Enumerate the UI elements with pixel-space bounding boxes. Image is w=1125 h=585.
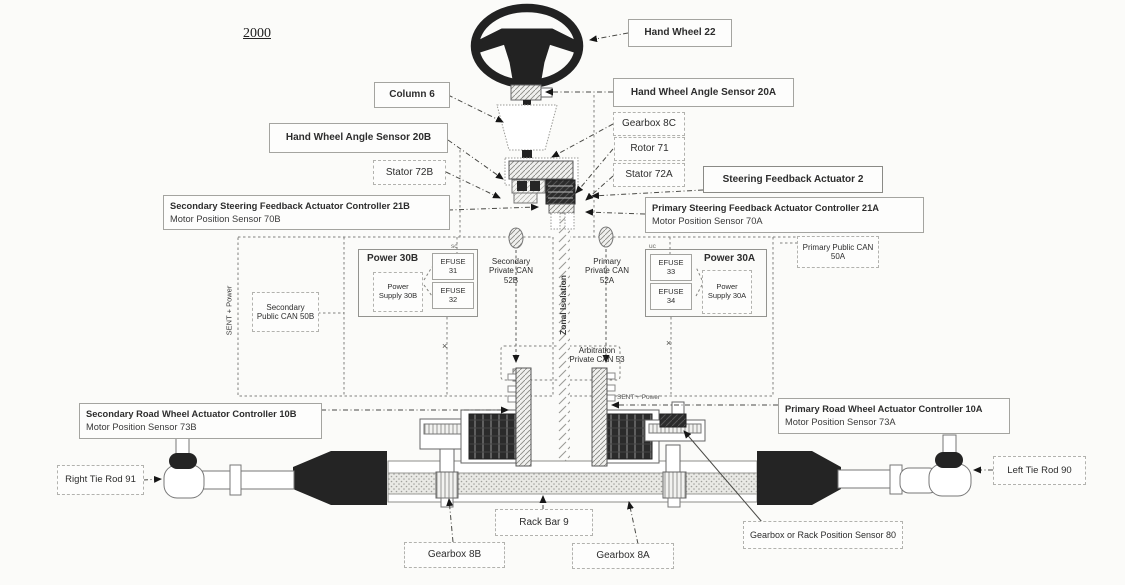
label-primary-public-can-50a: Primary Public CAN 50A — [797, 236, 879, 268]
figure-number: 2000 — [243, 26, 271, 41]
steering-wheel — [475, 8, 579, 87]
label-gearbox-8b: Gearbox 8B — [404, 542, 505, 568]
hand-wheel-angle-sensor-block — [511, 85, 552, 105]
boot-left — [757, 451, 841, 505]
steering-column — [497, 105, 557, 161]
controller-rwac-10a — [778, 398, 1010, 434]
label-hand-wheel-22: Hand Wheel 22 — [628, 19, 732, 47]
label-zonal-isolation: Zonal Isolation — [558, 275, 568, 335]
efuse-34: EFUSE 34 — [650, 283, 692, 310]
label-primary-private-can-52a: Primary Private CAN 52A — [584, 256, 629, 285]
label-gearbox-or-rack-position-sensor-80: Gearbox or Rack Position Sensor 80 — [743, 521, 903, 549]
label-hand-wheel-angle-sensor-20a: Hand Wheel Angle Sensor 20A — [613, 78, 794, 107]
label-arbitration-private-can-53: Arbitration Private CAN 53 — [569, 345, 625, 364]
label-left-tie-rod-90: Left Tie Rod 90 — [993, 456, 1086, 485]
label-sent-power-left: SENT + Power — [224, 285, 234, 336]
label-secondary-public-can-50b: Secondary Public CAN 50B — [252, 292, 319, 332]
label-right-tie-rod-91: Right Tie Rod 91 — [57, 465, 144, 495]
label-gearbox-8c: Gearbox 8C — [613, 112, 685, 136]
label-gearbox-8a: Gearbox 8A — [572, 543, 674, 569]
cross-mark-secondary: × — [442, 341, 448, 351]
efuse-31: EFUSE 31 — [432, 253, 474, 280]
label-rotor-71: Rotor 71 — [614, 137, 685, 161]
tap-label-uc: uc — [649, 243, 656, 250]
label-hand-wheel-angle-sensor-20b: Hand Wheel Angle Sensor 20B — [269, 123, 448, 153]
controller-rwac-10b-title: Secondary Road Wheel Actuator Controller 10B — [86, 409, 297, 420]
tap-label-sc: sc — [451, 243, 458, 250]
power-group-30a-title: Power 30A — [704, 253, 756, 264]
can-connector-secondary — [509, 228, 523, 248]
label-stator-72b: Stator 72B — [373, 160, 446, 185]
label-rack-bar-9: Rack Bar 9 — [495, 509, 593, 536]
controller-sfac-21a-title: Primary Steering Feedback Actuator Controller 21A — [652, 203, 879, 214]
controller-sfac-21a — [645, 197, 924, 233]
controller-rwac-10b-subtitle: Motor Position Sensor 73B — [86, 422, 197, 432]
boot-right — [293, 451, 387, 505]
rack-position-sensor — [660, 414, 686, 427]
label-secondary-private-can-52b: Secondary Private CAN 52B — [488, 256, 533, 285]
label-stator-72a: Stator 72A — [613, 163, 685, 187]
efuse-33: EFUSE 33 — [650, 254, 692, 281]
label-steering-feedback-actuator-2: Steering Feedback Actuator 2 — [703, 166, 883, 193]
controller-sfac-21b-subtitle: Motor Position Sensor 70B — [170, 213, 281, 224]
label-column-6: Column 6 — [374, 82, 450, 108]
power-supply-30a: Power Supply 30A — [702, 270, 752, 314]
power-group-30b-title: Power 30B — [367, 253, 419, 264]
label-sent-power-right: SENT + Power — [617, 394, 661, 401]
controller-rwac-10a-subtitle: Motor Position Sensor 73A — [785, 417, 896, 427]
efuse-32: EFUSE 32 — [432, 282, 474, 309]
cross-mark-primary: × — [666, 338, 672, 348]
controller-sfac-21b-title: Secondary Steering Feedback Actuator Controller 21B — [170, 200, 410, 211]
can-connector-primary — [599, 227, 613, 247]
controller-rwac-10b — [79, 403, 322, 439]
controller-rwac-10a-title: Primary Road Wheel Actuator Controller 10A — [785, 404, 983, 415]
controller-sfac-21a-subtitle: Motor Position Sensor 70A — [652, 216, 763, 226]
power-supply-30b: Power Supply 30B — [373, 272, 423, 312]
controller-sfac-21b — [163, 195, 450, 230]
steering-feedback-actuator-assembly — [505, 158, 578, 229]
